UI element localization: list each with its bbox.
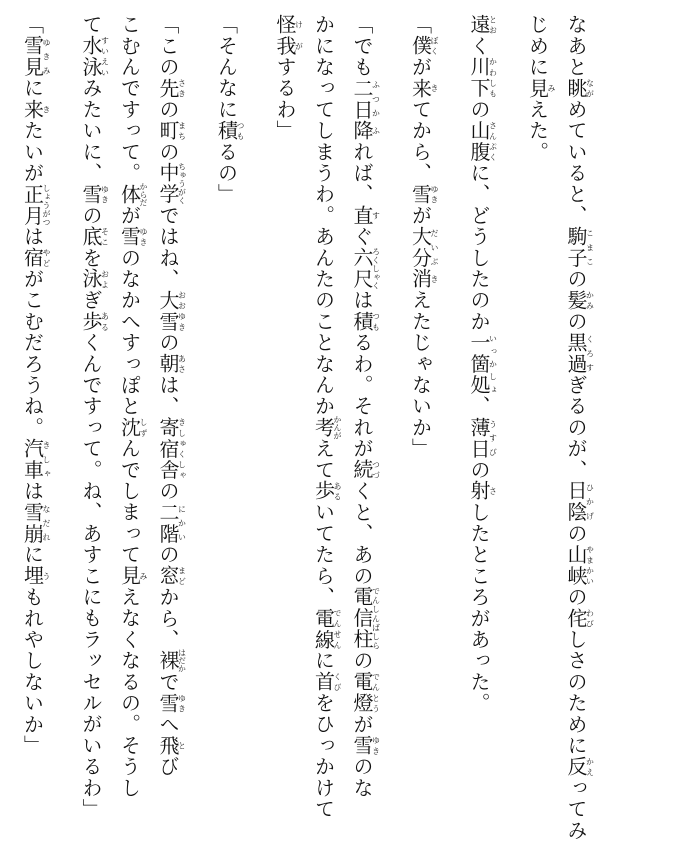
ruby-base: 僕 [408, 35, 433, 57]
furigana: ゆき [177, 692, 187, 714]
ruby-base: 反 [564, 756, 588, 778]
ruby-base: 大分 [408, 226, 433, 269]
ruby-word [156, 648, 187, 673]
text-run: 「そんなに [214, 14, 239, 120]
ruby-base: 考 [311, 415, 336, 440]
furigana: やど [42, 247, 51, 269]
furigana: きしゃ [42, 438, 51, 481]
furigana: み [139, 565, 148, 587]
ruby-base: 埋 [20, 565, 45, 587]
furigana: ある [333, 480, 342, 502]
text-run: が [350, 713, 374, 735]
furigana: ふ [371, 120, 381, 142]
ruby-word [20, 183, 51, 227]
ruby-word [350, 459, 381, 481]
ruby-word [525, 77, 556, 99]
ruby-word [311, 671, 342, 693]
ruby-base: 寄宿舎 [156, 416, 180, 481]
ruby-word [214, 120, 245, 142]
furigana: み [547, 77, 556, 99]
furigana: ゆき [100, 183, 110, 205]
ruby-base: 射 [467, 480, 491, 502]
ruby-word [79, 310, 110, 333]
text-line [343, 14, 402, 844]
ruby-word [564, 480, 595, 523]
furigana: でんとう [371, 671, 381, 714]
text-run: が [408, 204, 433, 227]
furigana: と [177, 734, 187, 757]
text-run: で [156, 671, 180, 693]
ruby-base: 六尺 [350, 247, 374, 290]
text-run: んでしまって [117, 438, 142, 566]
ruby-word [564, 289, 595, 311]
ruby-base: 一箇処 [467, 332, 491, 396]
ruby-base: 飛 [156, 734, 180, 757]
text-run: こむんですって。 [117, 14, 142, 184]
furigana: やまかい [585, 544, 595, 587]
ruby-base: 髪 [564, 289, 588, 311]
ruby-word [408, 183, 439, 205]
text-run: えたじゃないか」 [408, 289, 433, 460]
text-run: もれやしないか」 [20, 586, 45, 757]
ruby-base: 積 [214, 120, 239, 142]
furigana: そこ [100, 226, 110, 248]
ruby-word [156, 734, 187, 757]
text-run: へ [156, 713, 180, 735]
ruby-base: 二階 [156, 501, 180, 545]
ruby-base: 電線 [311, 607, 336, 651]
ruby-base: 正月 [20, 183, 45, 227]
ruby-word [79, 35, 110, 78]
furigana: かんが [333, 415, 342, 440]
furigana: ろくしゃく [371, 247, 381, 290]
ruby-base: 見 [525, 77, 550, 99]
text-run: がこむだろうね。 [20, 268, 45, 439]
ruby-base: 汽車 [20, 438, 45, 481]
furigana: しょうがつ [42, 183, 51, 227]
text-run: の [467, 98, 491, 121]
text-run: 「でも [350, 14, 374, 78]
text-line [518, 14, 557, 844]
furigana: かえ [585, 756, 595, 778]
ruby-base: 町 [156, 120, 180, 142]
text-run: のなかへすっぽと [117, 247, 142, 417]
ruby-base: 雪 [350, 734, 374, 757]
text-run: の [467, 459, 491, 481]
text-line [207, 14, 266, 844]
text-line [401, 14, 460, 844]
ruby-word [564, 332, 595, 375]
ruby-word [408, 77, 439, 99]
furigana: とお [488, 14, 498, 36]
ruby-word [350, 120, 381, 142]
ruby-word [311, 480, 342, 502]
furigana: なが [585, 77, 595, 99]
ruby-word [467, 332, 498, 396]
ruby-word [350, 247, 381, 290]
text-run: の [564, 268, 588, 290]
ruby-base: 窓 [156, 565, 180, 587]
text-run: えなくなるの。そうし [117, 586, 142, 799]
vertical-text-body [0, 14, 595, 844]
furigana: きしゅくしゃ [177, 416, 187, 481]
furigana: かみ [585, 289, 595, 311]
text-run: なあと [564, 14, 588, 78]
ruby-word [20, 501, 51, 545]
text-run: び [156, 756, 180, 778]
ruby-word [156, 162, 187, 205]
ruby-word [156, 501, 187, 545]
text-run: に [311, 650, 336, 672]
ruby-word [20, 247, 51, 269]
text-run: るの」 [214, 141, 239, 205]
furigana: からだ [139, 182, 148, 207]
furigana: ひかげ [585, 480, 595, 523]
text-run: のな [350, 756, 374, 799]
ruby-word [564, 226, 595, 269]
furigana: わび [585, 607, 595, 629]
ruby-base: 雪 [408, 183, 433, 205]
ruby-word [79, 183, 110, 205]
furigana: しず [139, 416, 148, 439]
ruby-base: 雪見 [20, 35, 45, 78]
furigana: あさ [177, 353, 187, 375]
text-run: が [408, 56, 433, 78]
text-run: したところがあった。 [467, 501, 491, 714]
ruby-word [350, 671, 381, 714]
ruby-base: 歩 [311, 480, 336, 502]
furigana: ゆき [430, 183, 439, 205]
ruby-word [117, 565, 148, 587]
furigana: だいぶ [430, 226, 439, 269]
ruby-word [20, 565, 51, 587]
ruby-base: 二日 [350, 77, 374, 121]
furigana: き [430, 268, 439, 290]
ruby-word [311, 607, 342, 651]
ruby-word [467, 14, 498, 36]
furigana: き [42, 98, 51, 120]
ruby-word [156, 120, 187, 142]
ruby-word [311, 415, 342, 440]
text-run: たいが [20, 120, 45, 184]
ruby-word [117, 416, 148, 439]
text-run: くんですって。ね、あすこにもラッセルがいるわ」 [79, 332, 103, 820]
text-line [266, 14, 305, 844]
text-run: から、 [156, 586, 180, 651]
furigana: ゆき [139, 226, 148, 248]
ruby-base: 雪崩 [20, 501, 45, 545]
furigana: き [430, 77, 439, 99]
text-run: ではね、 [156, 204, 180, 290]
text-line [149, 14, 208, 844]
ruby-word [20, 438, 51, 481]
text-run: くと、あの [350, 480, 374, 587]
furigana: まど [177, 565, 187, 587]
ruby-base: 降 [350, 120, 374, 142]
furigana: すいえい [100, 35, 110, 78]
furigana: ちゅうがく [177, 162, 187, 205]
ruby-word [350, 204, 381, 227]
furigana: およ [100, 268, 110, 290]
ruby-base: 朝 [156, 353, 180, 375]
ruby-base: 山腹 [467, 120, 491, 163]
text-line [557, 14, 596, 844]
ruby-word [79, 268, 110, 290]
text-run: は、 [156, 374, 180, 417]
furigana: つも [371, 310, 381, 333]
text-run: しさのために [564, 628, 588, 757]
text-run: を [79, 247, 103, 269]
text-run: の [350, 650, 374, 672]
ruby-word [20, 35, 51, 78]
text-run: ってみ [564, 777, 588, 841]
ruby-base: 底 [79, 226, 103, 248]
text-run: の [156, 141, 180, 163]
text-run: は [20, 226, 45, 248]
ruby-word [156, 289, 187, 333]
ruby-base: 先 [156, 77, 180, 99]
text-run: の [156, 98, 180, 121]
ruby-base: 黒過 [564, 332, 588, 375]
text-run: えた。 [525, 98, 550, 163]
furigana: なだれ [42, 501, 51, 545]
ruby-base: 水泳 [79, 35, 103, 78]
ruby-word [79, 226, 110, 248]
text-run: 「 [408, 14, 433, 36]
ruby-word [467, 416, 498, 460]
ruby-base: 消 [408, 268, 433, 290]
ruby-word [564, 544, 595, 587]
text-run: の [79, 204, 103, 227]
ruby-base: 泳 [79, 268, 103, 290]
ruby-word [467, 120, 498, 163]
ruby-word [564, 756, 595, 778]
ruby-base: 雪 [117, 226, 142, 248]
furigana: くろす [585, 332, 595, 375]
text-run: てから、 [408, 98, 433, 184]
ruby-word [408, 226, 439, 269]
furigana: つも [236, 120, 245, 142]
ruby-base: 川下 [467, 56, 491, 99]
text-run: 「 [20, 14, 45, 36]
furigana: う [42, 565, 51, 587]
furigana: くび [333, 671, 342, 693]
furigana: かわしも [488, 56, 498, 99]
furigana: おおゆき [177, 289, 187, 333]
furigana: ゆきみ [42, 35, 51, 78]
furigana: まち [177, 120, 187, 142]
text-run: いてたら、 [311, 501, 336, 608]
ruby-base: 裸 [156, 648, 180, 673]
ruby-word [564, 607, 595, 629]
ruby-base: 歩 [79, 310, 103, 333]
text-run: るわ。それが [350, 332, 374, 460]
ruby-word [156, 77, 187, 99]
text-run: 「この [156, 14, 180, 78]
text-run: えて [311, 438, 336, 481]
ruby-word [156, 565, 187, 587]
furigana: ぼく [430, 35, 439, 57]
ruby-base: 薄日 [467, 416, 491, 460]
furigana: ある [100, 310, 110, 333]
text-run: 、 [467, 395, 491, 417]
furigana: つづ [371, 459, 381, 481]
ruby-word [467, 56, 498, 99]
text-run: は [350, 289, 374, 311]
ruby-word [408, 35, 439, 57]
ruby-base: 来 [20, 98, 45, 121]
furigana: うすび [488, 416, 498, 460]
ruby-base: 沈 [117, 416, 142, 439]
ruby-word [20, 98, 51, 121]
text-run: に、どうしたのか [467, 162, 491, 333]
furigana: さんぷく [488, 120, 498, 163]
furigana: ふつか [371, 77, 381, 121]
text-line [304, 14, 343, 844]
ruby-base: 体 [117, 182, 142, 207]
ruby-base: 中学 [156, 162, 180, 205]
ruby-base: 直 [350, 204, 374, 227]
text-run: の [156, 480, 180, 502]
ruby-word [350, 77, 381, 121]
furigana: こまこ [585, 226, 595, 269]
ruby-base: 眺 [564, 77, 588, 99]
text-run: の [156, 332, 180, 354]
furigana: さき [177, 77, 187, 99]
text-run: かになってしまうわ。あんたのことなんか [311, 14, 336, 417]
ruby-base: 遠 [467, 14, 491, 36]
ruby-word [350, 734, 381, 757]
text-run: ぎるのが、 [564, 374, 588, 481]
text-run: ぐ [350, 226, 374, 248]
ruby-word [117, 226, 148, 248]
ruby-base: 見 [117, 565, 142, 587]
ruby-base: 積 [350, 310, 374, 333]
furigana: でんせん [333, 607, 342, 651]
ruby-base: 電信柱 [350, 586, 374, 651]
furigana: にかい [177, 501, 187, 545]
text-line [72, 14, 111, 844]
furigana: いっかしょ [488, 332, 498, 396]
ruby-word [467, 480, 498, 502]
ruby-base: 来 [408, 77, 433, 99]
text-run: めていると、 [564, 98, 588, 227]
furigana: す [371, 204, 381, 227]
text-run: の [156, 544, 180, 566]
text-run: の [564, 522, 588, 545]
text-run: をひっかけて [311, 692, 336, 820]
ruby-word [564, 77, 595, 99]
ruby-word [117, 182, 148, 207]
ruby-base: 雪 [79, 183, 103, 205]
ruby-word [273, 14, 304, 57]
ruby-base: 宿 [20, 247, 45, 269]
text-run: は [20, 480, 45, 502]
text-run: ぎ [79, 289, 103, 311]
ruby-word [350, 586, 381, 651]
furigana: ゆき [371, 734, 381, 757]
text-run: の [564, 586, 588, 608]
ruby-base: 駒子 [564, 226, 588, 269]
ruby-word [156, 353, 187, 375]
ruby-base: 続 [350, 459, 374, 481]
ruby-word [156, 692, 187, 714]
text-line [0, 14, 13, 844]
ruby-base: 怪我 [273, 14, 297, 57]
ruby-word [408, 268, 439, 290]
text-run: に [20, 544, 45, 566]
text-run: の [564, 310, 588, 333]
ruby-base: 雪 [156, 692, 180, 714]
text-run: が [117, 204, 142, 227]
ruby-word [156, 416, 187, 481]
furigana: けが [294, 14, 304, 57]
text-run: れば、 [350, 141, 374, 205]
text-run: に [20, 77, 45, 99]
text-line [110, 14, 149, 844]
ruby-word [350, 310, 381, 333]
furigana: はだか [177, 648, 187, 673]
text-run: く [467, 35, 491, 57]
ruby-base: 電燈 [350, 671, 374, 714]
ruby-base: 日陰 [564, 480, 588, 523]
ruby-base: 首 [311, 671, 336, 693]
text-run: じめに [525, 14, 550, 78]
text-run: するわ」 [273, 56, 297, 142]
furigana: さ [488, 480, 498, 502]
ruby-base: 大雪 [156, 289, 180, 333]
text-line [460, 14, 519, 844]
text-line [13, 14, 72, 844]
furigana: でんしんばしら [371, 586, 381, 651]
text-run: みたいに、 [79, 77, 103, 184]
text-run: て [79, 14, 103, 36]
ruby-base: 山峡 [564, 544, 588, 587]
ruby-base: 侘 [564, 607, 588, 629]
